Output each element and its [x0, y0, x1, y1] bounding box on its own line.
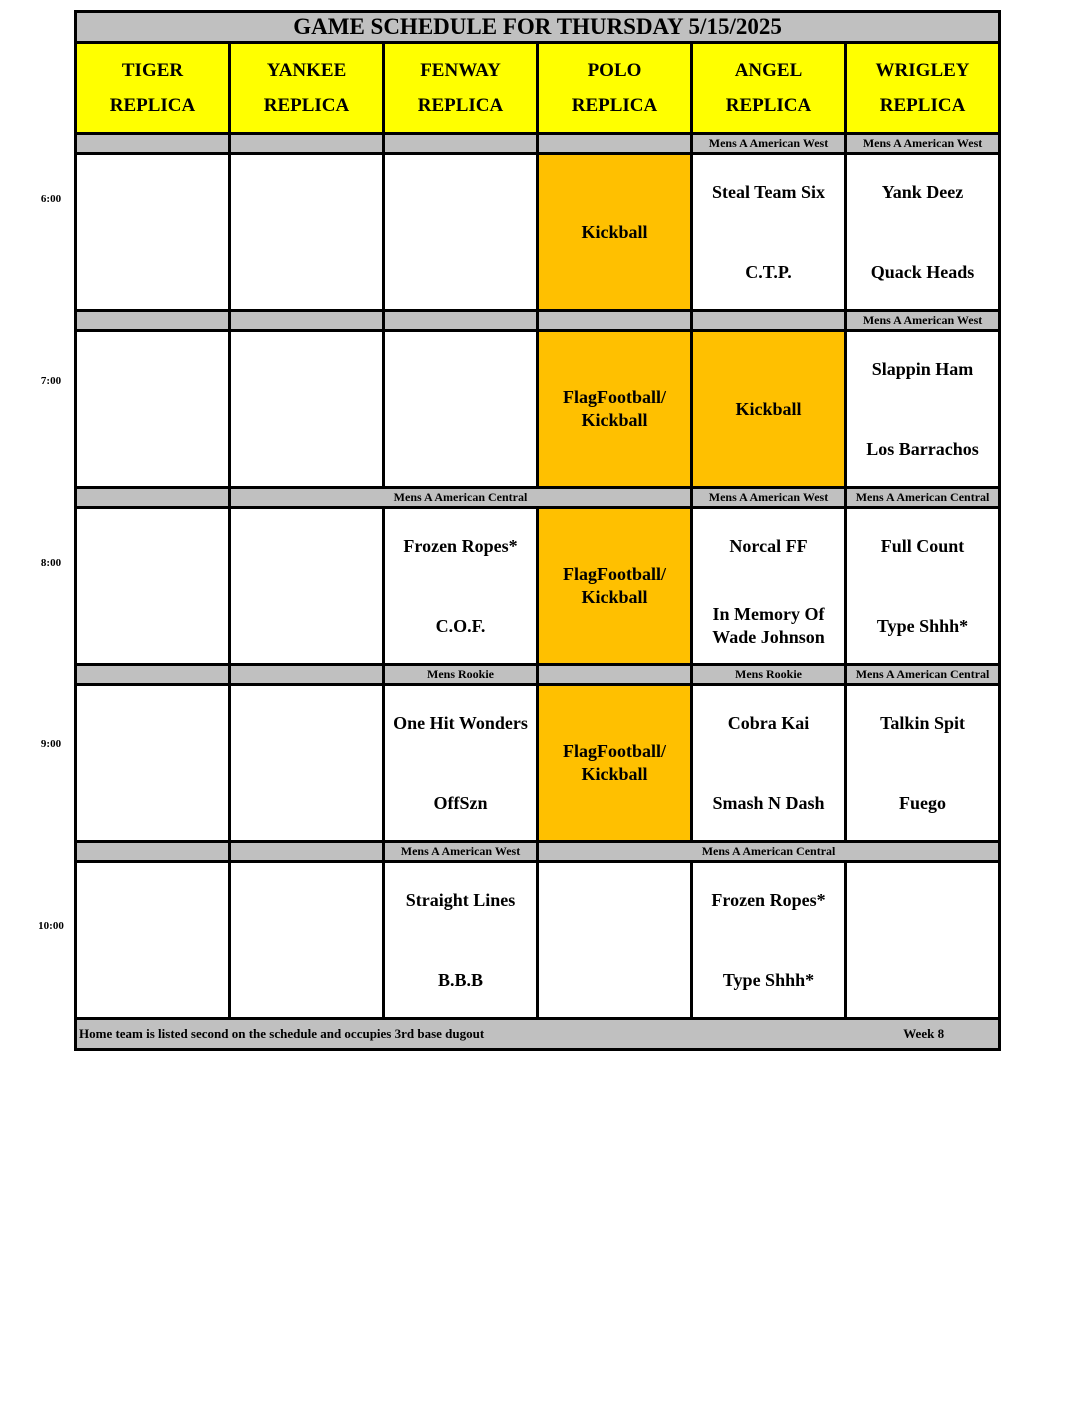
game-cell-tiger — [76, 154, 230, 311]
home-team: Type Shhh* — [876, 616, 969, 636]
away-team: Slappin Ham — [871, 359, 974, 379]
division-row-1000 — [76, 842, 1000, 862]
away-team: Frozen Ropes* — [403, 536, 518, 556]
game-cell-polo — [538, 862, 692, 1019]
game-cell-angel — [692, 331, 846, 488]
division-cell-angel: Mens Rookie — [692, 665, 846, 685]
game-cell-fenway — [384, 685, 538, 842]
division-cell — [76, 311, 230, 331]
game-cell-wrigley — [846, 862, 1000, 1019]
field-header-wrigley: WRIGLEY REPLICA — [846, 43, 1000, 134]
game-cell-yankee — [230, 508, 384, 665]
home-team-line1: In Memory Of — [712, 604, 825, 624]
division-cell-fenway: Mens Rookie — [384, 665, 538, 685]
game-cell-fenway — [384, 154, 538, 311]
time-label-700: 7:00 — [40, 375, 62, 387]
game-cell-angel — [692, 508, 846, 665]
away-team: One Hit Wonders — [393, 713, 528, 733]
division-cell — [538, 311, 692, 331]
game-cell-fenway — [384, 862, 538, 1019]
field-header-polo: POLO REPLICA — [538, 43, 692, 134]
activity-label-line2: Kickball — [581, 764, 648, 784]
away-team: Steal Team Six — [711, 182, 826, 202]
schedule-table — [74, 10, 1001, 1051]
title-row — [76, 12, 1000, 43]
game-cell-yankee — [230, 862, 384, 1019]
division-row-900 — [76, 665, 1000, 685]
division-cell — [384, 134, 538, 154]
field-header-angel: ANGEL REPLICA — [692, 43, 846, 134]
home-team: C.T.P. — [745, 262, 792, 282]
field-header-fenway: FENWAY REPLICA — [384, 43, 538, 134]
division-cell — [384, 311, 538, 331]
activity-label-line1: FlagFootball/ — [563, 387, 666, 407]
division-row-800 — [76, 488, 1000, 508]
field-header-row — [76, 43, 1000, 134]
game-cell-tiger — [76, 685, 230, 842]
division-cell — [76, 488, 230, 508]
away-team: Yank Deez — [881, 182, 964, 202]
game-row-1000 — [76, 862, 1000, 1019]
time-label-900: 9:00 — [40, 738, 62, 750]
time-label-1000: 10:00 — [38, 920, 64, 932]
away-team: Frozen Ropes* — [711, 890, 826, 910]
home-team: OffSzn — [433, 793, 488, 813]
game-cell-wrigley — [846, 331, 1000, 488]
game-cell-fenway — [384, 331, 538, 488]
game-cell-angel — [692, 154, 846, 311]
division-cell-center: Mens A American Central — [230, 488, 692, 508]
division-cell-wrigley: Mens A American Central — [846, 488, 1000, 508]
division-cell-center: Mens A American Central — [538, 842, 1000, 862]
division-cell — [230, 842, 384, 862]
division-cell — [230, 665, 384, 685]
division-row-600 — [76, 134, 1000, 154]
game-row-900 — [76, 685, 1000, 842]
division-cell-wrigley: Mens A American West — [846, 311, 1000, 331]
division-cell — [76, 134, 230, 154]
game-row-700 — [76, 331, 1000, 488]
page-title: GAME SCHEDULE FOR THURSDAY 5/15/2025 — [76, 12, 1000, 43]
game-cell-polo — [538, 508, 692, 665]
game-cell-yankee — [230, 331, 384, 488]
game-cell-fenway — [384, 508, 538, 665]
home-team: Smash N Dash — [712, 793, 825, 813]
footer-row — [76, 1019, 1000, 1050]
home-team-line2: Wade Johnson — [712, 627, 825, 647]
home-team — [693, 603, 844, 649]
schedule-sheet — [74, 10, 998, 1051]
game-cell-yankee — [230, 685, 384, 842]
game-cell-polo — [538, 154, 692, 311]
activity-label-line1: FlagFootball/ — [563, 741, 666, 761]
home-team: B.B.B — [437, 970, 484, 990]
home-team: Los Barrachos — [866, 439, 979, 459]
away-team: Cobra Kai — [727, 713, 810, 733]
activity-label-line2: Kickball — [581, 587, 648, 607]
division-cell-angel: Mens A American West — [692, 488, 846, 508]
activity-label: Kickball — [581, 221, 648, 242]
division-cell-wrigley: Mens A American West — [846, 134, 1000, 154]
game-row-600 — [76, 154, 1000, 311]
division-cell — [76, 842, 230, 862]
game-cell-tiger — [76, 862, 230, 1019]
home-team: C.O.F. — [435, 616, 486, 636]
game-cell-tiger — [76, 331, 230, 488]
time-label-800: 8:00 — [40, 557, 62, 569]
game-cell-angel — [692, 685, 846, 842]
division-cell — [76, 665, 230, 685]
division-cell — [538, 134, 692, 154]
away-team: Straight Lines — [405, 890, 516, 910]
activity-label: Kickball — [735, 398, 802, 419]
game-row-800 — [76, 508, 1000, 665]
division-cell-wrigley: Mens A American Central — [846, 665, 1000, 685]
footer-note: Home team is listed second on the schedule and occupies 3rd base dugout — [79, 1026, 485, 1041]
time-label-600: 6:00 — [40, 193, 62, 205]
field-header-yankee: YANKEE REPLICA — [230, 43, 384, 134]
game-cell-polo — [538, 685, 692, 842]
home-team: Quack Heads — [870, 262, 975, 282]
away-team: Talkin Spit — [880, 713, 965, 733]
game-cell-polo — [538, 331, 692, 488]
division-cell — [538, 665, 692, 685]
away-team: Norcal FF — [729, 536, 808, 556]
division-row-700 — [76, 311, 1000, 331]
division-cell — [230, 134, 384, 154]
home-team: Fuego — [899, 793, 947, 813]
footer — [76, 1019, 1000, 1050]
division-cell — [230, 311, 384, 331]
away-team: Full Count — [880, 536, 965, 556]
game-cell-yankee — [230, 154, 384, 311]
game-cell-wrigley — [846, 154, 1000, 311]
game-cell-wrigley — [846, 508, 1000, 665]
game-cell-angel — [692, 862, 846, 1019]
game-cell-wrigley — [846, 685, 1000, 842]
division-cell-angel: Mens A American West — [692, 134, 846, 154]
field-header-tiger: TIGER REPLICA — [76, 43, 230, 134]
home-team: Type Shhh* — [722, 970, 815, 990]
week-label: Week 8 — [903, 1026, 945, 1041]
activity-label-line1: FlagFootball/ — [563, 564, 666, 584]
division-cell-fenway: Mens A American West — [384, 842, 538, 862]
game-cell-tiger — [76, 508, 230, 665]
activity-label-line2: Kickball — [581, 410, 648, 430]
division-cell — [692, 311, 846, 331]
